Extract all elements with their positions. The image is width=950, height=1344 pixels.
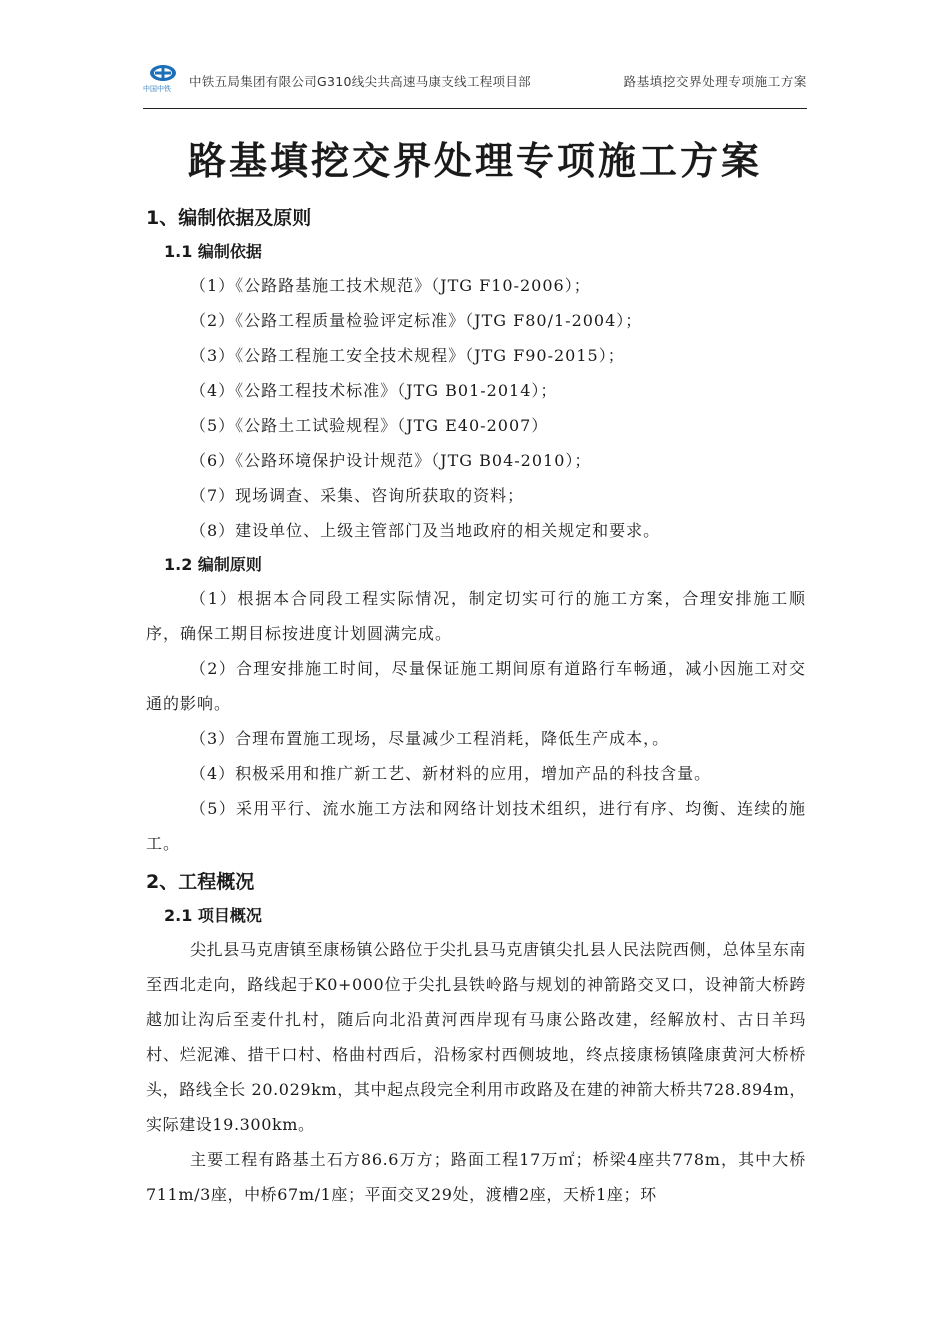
document-title: 路基填挖交界处理专项施工方案	[187, 138, 762, 183]
basis-item: （2）《公路工程质量检验评定标准》（JTG F80/1-2004）；	[190, 311, 643, 330]
principle-paragraph: （4）积极采用和推广新工艺、新材料的应用，增加产品的科技含量。	[190, 764, 712, 783]
basis-item: （8）建设单位、上级主管部门及当地政府的相关规定和要求。	[190, 521, 661, 540]
basis-item: （3）《公路工程施工安全技术规程》（JTG F90-2015）；	[190, 346, 625, 365]
section-1-1-heading: 1.1 编制依据	[164, 242, 262, 261]
basis-item: （4）《公路工程技术标准》（JTG B01-2014）；	[190, 381, 558, 400]
header-company: 中铁五局集团有限公司G310线尖共高速马康支线工程项目部	[189, 74, 531, 89]
basis-item: （7）现场调查、采集、咨询所获取的资料；	[190, 486, 525, 505]
section-2-heading: 2、工程概况	[146, 871, 255, 893]
project-quantities-paragraph: 主要工程有路基土石方86.6万方；路面工程17万㎡；桥梁4座共778m，其中大桥711m/3座，中桥67m/1座；平面交叉29处，渡槽2座，天桥1座；环	[146, 1150, 806, 1204]
crec-logo-icon	[149, 64, 177, 82]
project-overview-paragraph: 尖扎县马克唐镇至康杨镇公路位于尖扎县马克唐镇尖扎县人民法院西侧，总体呈东南至西北走向，路线起于K0+000位于尖扎县铁岭路与规划的神箭路交叉口，设神箭大桥跨越加让沟后至麦什扎村，随后向北沿黄河西岸现有马康公路改建，经解放村、古日羊玛村、烂泥滩、措干口村、格曲村西后，沿杨家村西侧坡地，终点接康杨镇隆康黄河大桥桥头，路线全长 20.029km，其中起点段完全利用市政路及在建的神箭大桥共728.894m，实际建设19.300km。	[146, 940, 806, 1134]
header-doc-title: 路基填挖交界处理专项施工方案	[623, 74, 807, 89]
principle-paragraph: （2）合理安排施工时间，尽量保证施工期间原有道路行车畅通，减小因施工对交通的影响。	[146, 659, 806, 713]
header-divider	[143, 108, 807, 109]
document-body	[146, 201, 806, 1212]
principle-paragraph: （3）合理布置施工现场，尽量减少工程消耗，降低生产成本，。	[190, 729, 670, 748]
principle-paragraph: （1）根据本合同段工程实际情况，制定切实可行的施工方案，合理安排施工顺序，确保工期目标按进度计划圆满完成。	[146, 589, 806, 643]
section-1-heading: 1、编制依据及原则	[146, 207, 312, 229]
basis-item: （6）《公路环境保护设计规范》（JTG B04-2010）；	[190, 451, 592, 470]
basis-item: （1）《公路路基施工技术规范》（JTG F10-2006）；	[190, 276, 591, 295]
principle-paragraph: （5）采用平行、流水施工方法和网络计划技术组织，进行有序、均衡、连续的施工。	[146, 799, 806, 853]
section-1-2-heading: 1.2 编制原则	[164, 555, 262, 574]
company-logo	[143, 64, 183, 98]
page-header	[143, 62, 807, 102]
basis-item: （5）《公路土工试验规程》（JTG E40-2007）	[190, 416, 549, 435]
section-2-1-heading: 2.1 项目概况	[164, 906, 262, 925]
logo-text: 中国中铁	[143, 85, 171, 93]
